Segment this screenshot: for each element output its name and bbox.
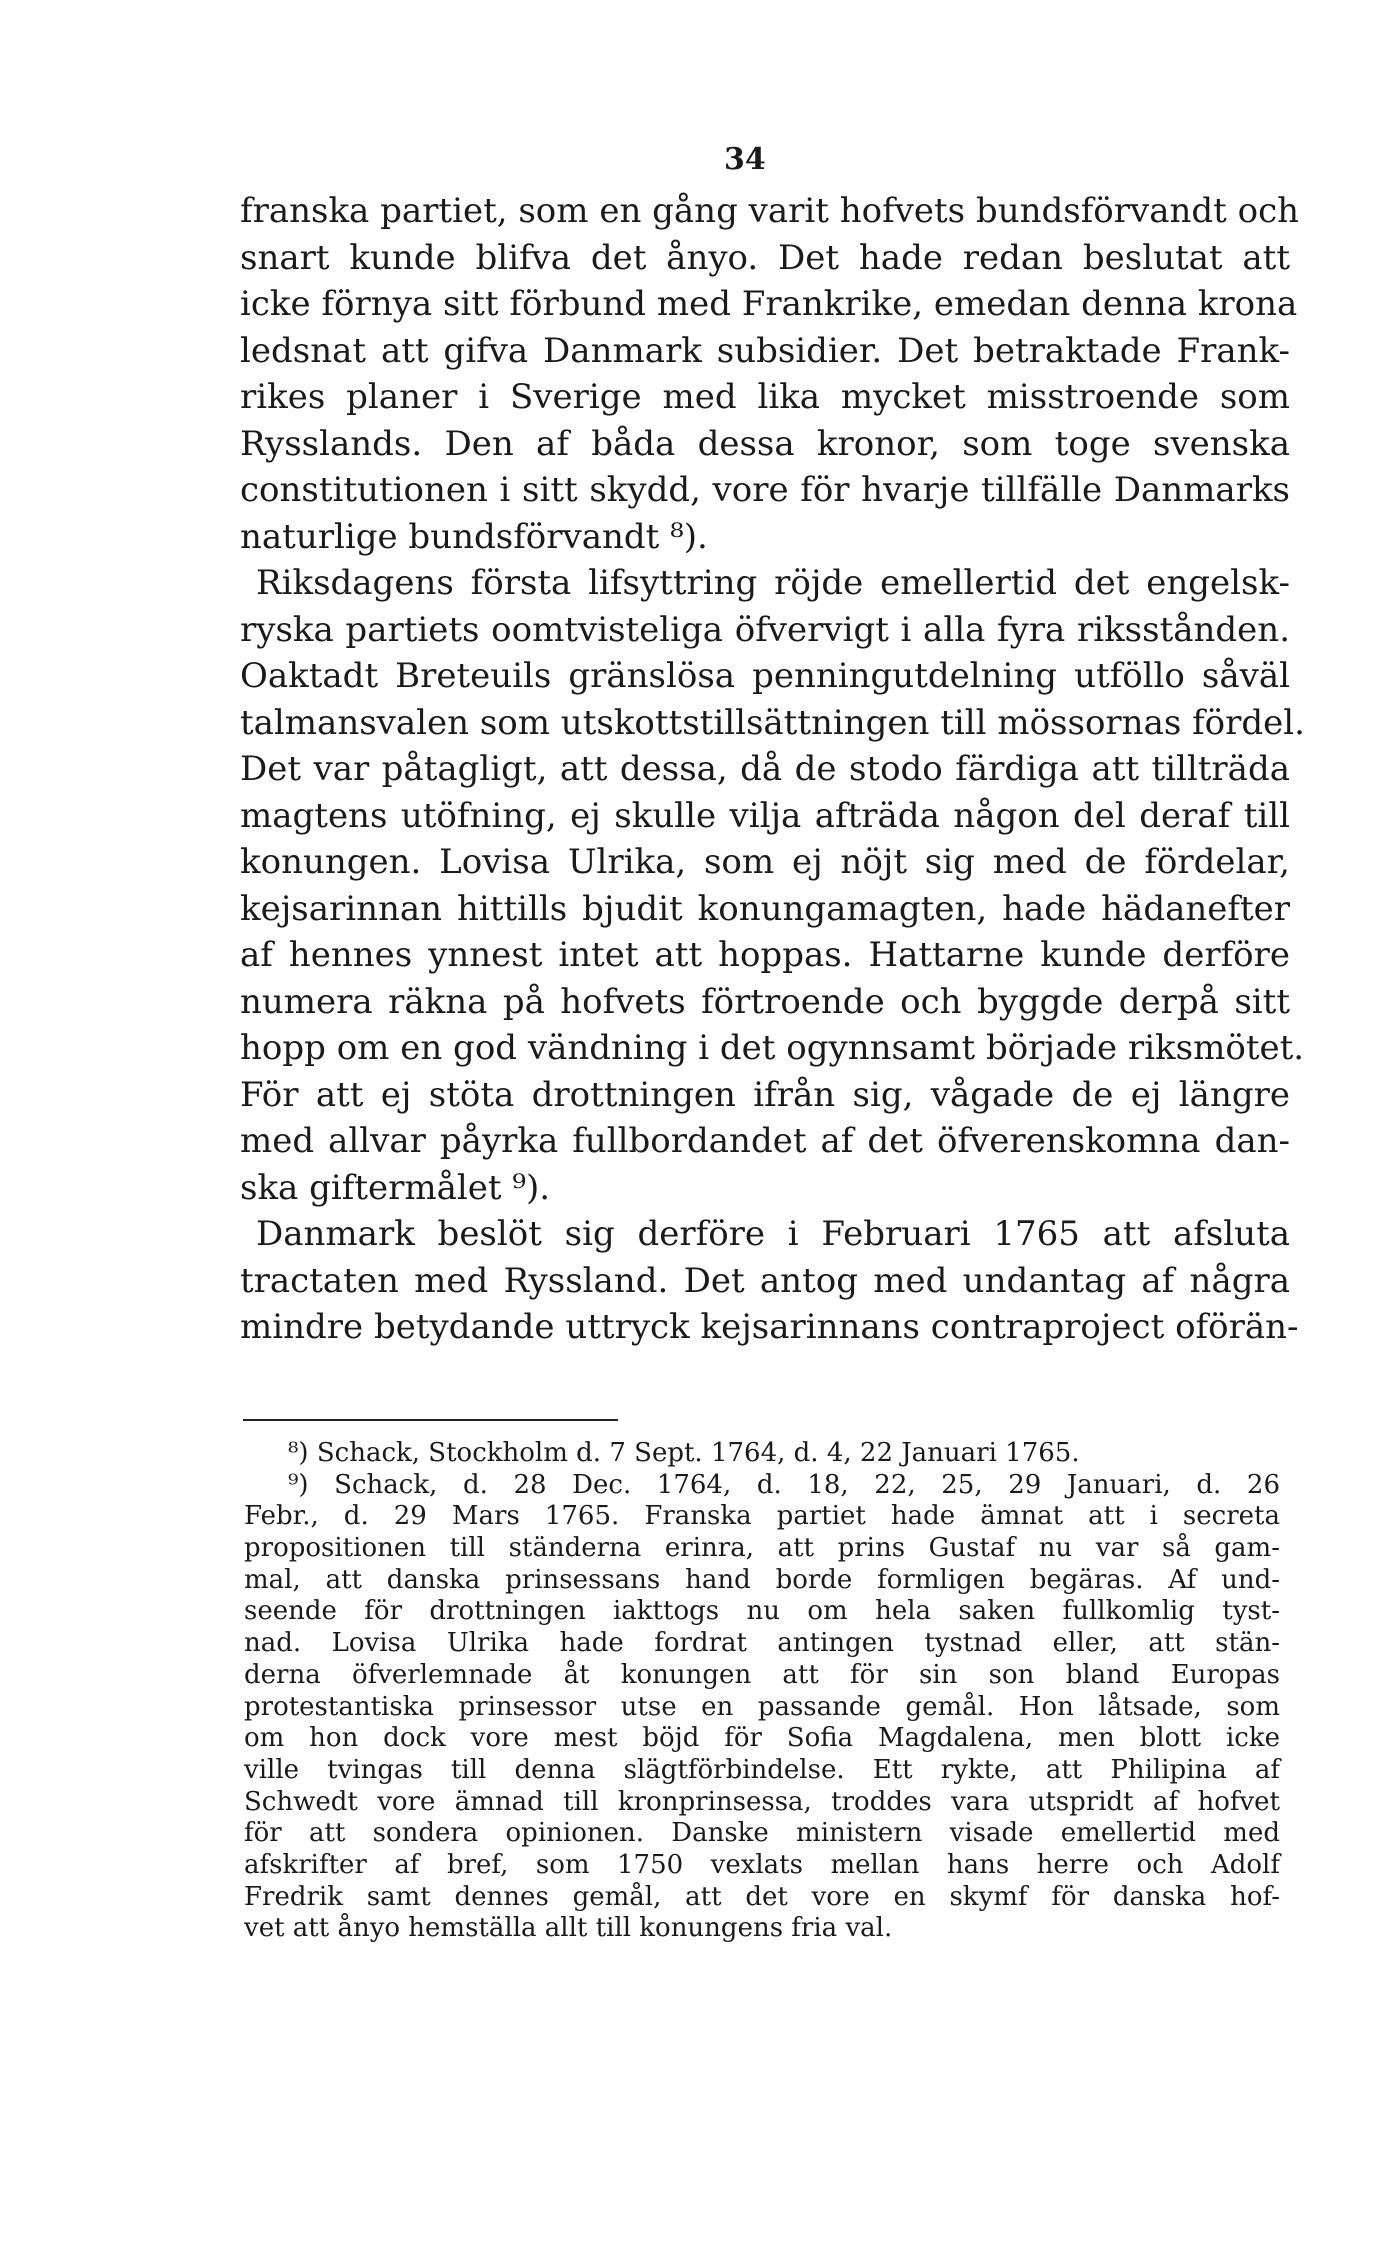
footnotes [244, 1438, 1280, 1945]
footnote-line: om hon dock vore mest böjd för Sofia Magdalena, men blott icke [244, 1723, 1280, 1754]
text-line: af hennes ynnest intet att hoppas. Hattarne kunde derföre [240, 935, 1290, 975]
footnote-rule [243, 1419, 618, 1421]
text-line: konungen. Lovisa Ulrika, som ej nöjt sig med de fördelar, [240, 842, 1290, 882]
footnote-line: vet att ånyo hemställa allt till konungens fria val. [244, 1913, 893, 1944]
text-line: med allvar påyrka fullbordandet af det öfverenskomna dan- [240, 1121, 1290, 1161]
footnote-line: seende för drottningen iakttogs nu om hela saken fullkomlig tyst- [244, 1596, 1280, 1627]
footnote-line: derna öfverlemnade åt konungen att för sin son bland Europas [244, 1659, 1280, 1690]
body-text [240, 188, 1305, 1351]
footnote-line: protestantiska prinsessor utse en passande gemål. Hon låtsade, som [244, 1691, 1280, 1722]
text-line: snart kunde blifva det ånyo. Det hade redan beslutat att [240, 237, 1290, 278]
text-line: mindre betydande uttryck kejsarinnans contraproject oförän- [240, 1307, 1299, 1347]
footnote-line: mal, att danska prinsessans hand borde formligen begäras. Af und- [244, 1564, 1280, 1595]
text-line: magtens utöfning, ej skulle vilja afträda någon del deraf till [240, 795, 1290, 836]
text-line: rikes planer i Sverige med lika mycket misstroende som [240, 377, 1290, 417]
footnote-line: ⁸) Schack, Stockholm d. 7 Sept. 1764, d. 4, 22 Januari 1765. [288, 1438, 1080, 1468]
text-line: talmansvalen som utskottstillsättningen till mössornas fördel. [240, 702, 1305, 743]
text-line: franska partiet, som en gång varit hofvets bundsförvandt och [240, 191, 1300, 231]
text-line: icke förnya sitt förbund med Frankrike, emedan denna krona [240, 284, 1298, 324]
footnote-line: propositionen till ständerna erinra, att prins Gustaf nu var så gam- [244, 1533, 1280, 1564]
text-line: ledsnat att gifva Danmark subsidier. Det betraktade Frank- [240, 330, 1290, 371]
footnote-line: Febr., d. 29 Mars 1765. Franska partiet hade ämnat att i secreta [244, 1501, 1280, 1532]
text-line: naturlige bundsförvandt ⁸). [240, 516, 708, 557]
text-line: kejsarinnan hittills bjudit konungamagten, hade hädanefter [240, 888, 1290, 929]
text-line: ska giftermålet ⁹). [240, 1167, 551, 1208]
footnote-line: Schwedt vore ämnad till kronprinsessa, troddes vara utspridt af hofvet [244, 1786, 1280, 1817]
text-line: Oaktadt Breteuils gränslösa penningutdelning utföllo såväl [240, 656, 1290, 696]
text-line: Rysslands. Den af båda dessa kronor, som toge svenska [240, 423, 1290, 464]
text-line: numera räkna på hofvets förtroende och byggde derpå sitt [240, 981, 1290, 1022]
text-line: Det var påtagligt, att dessa, då de stodo färdiga att tillträda [240, 749, 1290, 789]
text-line: hopp om en god vändning i det ogynnsamt började riksmötet. [240, 1028, 1305, 1068]
text-line: Danmark beslöt sig derföre i Februari 1765 att afsluta [256, 1214, 1290, 1254]
footnote-line: afskrifter af bref, som 1750 vexlats mellan hans herre och Adolf [244, 1849, 1280, 1880]
footnote-line: nad. Lovisa Ulrika hade fordrat antingen tystnad eller, att stän- [244, 1628, 1280, 1659]
text-line: constitutionen i sitt skydd, vore för hvarje tillfälle Danmarks [240, 470, 1290, 510]
footnote-line: Fredrik samt dennes gemål, att det vore en skymf för danska hof- [244, 1881, 1280, 1912]
page-number: 34 [724, 142, 766, 177]
text-line: ryska partiets oomtvisteliga öfvervigt i alla fyra riksstånden. [240, 609, 1290, 650]
text-line: Riksdagens första lifsyttring röjde emellertid det engelsk- [256, 563, 1290, 603]
footnote-line: ville tvingas till denna slägtförbindelse. Ett rykte, att Philipina af [244, 1754, 1280, 1785]
text-line: tractaten med Ryssland. Det antog med undantag af några [240, 1260, 1290, 1301]
footnote-line: för att sondera opinionen. Danske ministern visade emellertid med [244, 1818, 1280, 1849]
footnote-line: ⁹) Schack, d. 28 Dec. 1764, d. 18, 22, 25, 29 Januari, d. 26 [288, 1469, 1280, 1500]
text-line: För att ej stöta drottningen ifrån sig, vågade de ej längre [240, 1074, 1290, 1115]
